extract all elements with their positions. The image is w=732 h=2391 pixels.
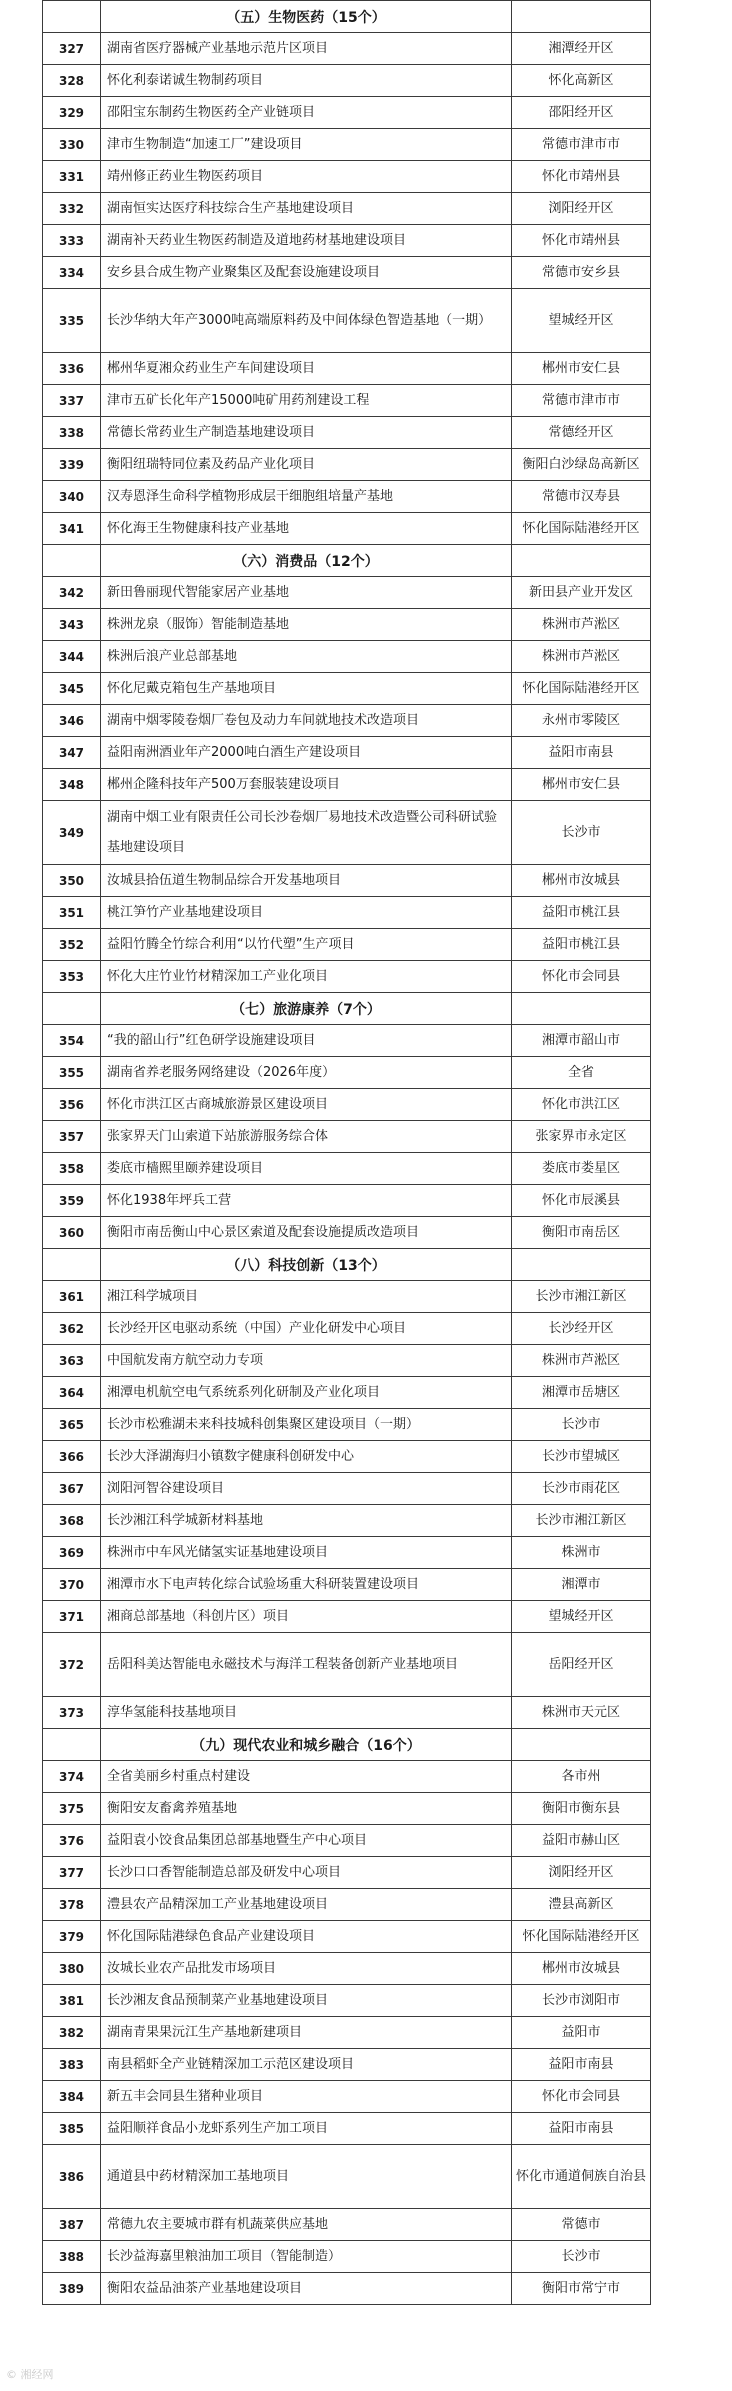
project-name: 中国航发南方航空动力专项	[101, 1345, 512, 1377]
table-row	[43, 2113, 651, 2145]
row-number: 327	[43, 33, 101, 65]
project-location: 长沙市湘江新区	[512, 1505, 651, 1537]
project-name: 湖南省养老服务网络建设（2026年度）	[101, 1057, 512, 1089]
row-number: 348	[43, 769, 101, 801]
project-location: 长沙市浏阳市	[512, 1985, 651, 2017]
project-location: 长沙市湘江新区	[512, 1281, 651, 1313]
table-row	[43, 129, 651, 161]
project-location: 益阳市	[512, 2017, 651, 2049]
project-location: 湘潭市	[512, 1569, 651, 1601]
project-name: 衡阳纽瑞特同位素及药品产业化项目	[101, 449, 512, 481]
row-number: 338	[43, 417, 101, 449]
table-row	[43, 1185, 651, 1217]
project-name: 常德九农主要城市群有机蔬菜供应基地	[101, 2209, 512, 2241]
row-number: 357	[43, 1121, 101, 1153]
table-row	[43, 1121, 651, 1153]
row-number: 360	[43, 1217, 101, 1249]
project-location: 浏阳经开区	[512, 193, 651, 225]
section-title: （六）消费品（12个）	[101, 545, 512, 577]
project-name: 新五丰会同县生猪种业项目	[101, 2081, 512, 2113]
section-blank-cell	[43, 993, 101, 1025]
row-number: 355	[43, 1057, 101, 1089]
project-name: 衡阳农益品油茶产业基地建设项目	[101, 2273, 512, 2305]
table-row	[43, 1441, 651, 1473]
project-location: 衡阳市南岳区	[512, 1217, 651, 1249]
project-name: 怀化大庄竹业竹材精深加工产业化项目	[101, 961, 512, 993]
row-number: 361	[43, 1281, 101, 1313]
row-number: 389	[43, 2273, 101, 2305]
project-name: 长沙湘友食品预制菜产业基地建设项目	[101, 1985, 512, 2017]
table-row	[43, 33, 651, 65]
project-name: 桃江笋竹产业基地建设项目	[101, 897, 512, 929]
row-number: 331	[43, 161, 101, 193]
row-number: 363	[43, 1345, 101, 1377]
row-number: 368	[43, 1505, 101, 1537]
project-name: 株洲后浪产业总部基地	[101, 641, 512, 673]
project-location: 常德经开区	[512, 417, 651, 449]
project-location: 衡阳市常宁市	[512, 2273, 651, 2305]
table-row	[43, 1089, 651, 1121]
project-name: 郴州企隆科技年产500万套服装建设项目	[101, 769, 512, 801]
table-row	[43, 1889, 651, 1921]
table-row	[43, 2081, 651, 2113]
row-number: 383	[43, 2049, 101, 2081]
project-name: 长沙华纳大年产3000吨高端原料药及中间体绿色智造基地（一期）	[101, 289, 512, 353]
project-name: 汝城长业农产品批发市场项目	[101, 1953, 512, 1985]
row-number: 334	[43, 257, 101, 289]
project-name: 淳华氢能科技基地项目	[101, 1697, 512, 1729]
row-number: 378	[43, 1889, 101, 1921]
project-location: 怀化市靖州县	[512, 161, 651, 193]
row-number: 342	[43, 577, 101, 609]
row-number: 381	[43, 1985, 101, 2017]
table-row	[43, 1985, 651, 2017]
table-row	[43, 577, 651, 609]
project-location: 益阳市南县	[512, 2113, 651, 2145]
table-row	[43, 865, 651, 897]
project-name: 澧县农产品精深加工产业基地建设项目	[101, 1889, 512, 1921]
project-name: 怀化尼戴克箱包生产基地项目	[101, 673, 512, 705]
project-table	[42, 0, 651, 2305]
table-row	[43, 1601, 651, 1633]
row-number: 339	[43, 449, 101, 481]
row-number: 346	[43, 705, 101, 737]
project-location: 长沙经开区	[512, 1313, 651, 1345]
row-number: 349	[43, 801, 101, 865]
section-blank-cell	[43, 1729, 101, 1761]
row-number: 328	[43, 65, 101, 97]
table-row	[43, 1633, 651, 1697]
project-name: 湖南中烟零陵卷烟厂卷包及动力车间就地技术改造项目	[101, 705, 512, 737]
project-location: 益阳市南县	[512, 737, 651, 769]
project-location: 湘潭经开区	[512, 33, 651, 65]
row-number: 336	[43, 353, 101, 385]
project-location: 长沙市雨花区	[512, 1473, 651, 1505]
section-title: （五）生物医药（15个）	[101, 1, 512, 33]
project-location: 衡阳市衡东县	[512, 1793, 651, 1825]
table-row	[43, 673, 651, 705]
project-name: 湖南省医疗器械产业基地示范片区项目	[101, 33, 512, 65]
row-number: 371	[43, 1601, 101, 1633]
project-name: 岳阳科美达智能电永磁技术与海洋工程装备创新产业基地项目	[101, 1633, 512, 1697]
table-row	[43, 1537, 651, 1569]
row-number: 351	[43, 897, 101, 929]
project-location: 永州市零陵区	[512, 705, 651, 737]
section-title: （九）现代农业和城乡融合（16个）	[101, 1729, 512, 1761]
project-location: 常德市安乡县	[512, 257, 651, 289]
row-number: 380	[43, 1953, 101, 1985]
section-header-row	[43, 1249, 651, 1281]
table-row	[43, 769, 651, 801]
table-row	[43, 417, 651, 449]
table-row	[43, 1505, 651, 1537]
table-row	[43, 961, 651, 993]
project-name: 湘潭市水下电声转化综合试验场重大科研装置建设项目	[101, 1569, 512, 1601]
project-location: 怀化市靖州县	[512, 225, 651, 257]
project-name: 娄底市樯熙里颐养建设项目	[101, 1153, 512, 1185]
section-header-row	[43, 1, 651, 33]
project-name: 怀化海王生物健康科技产业基地	[101, 513, 512, 545]
table-row	[43, 193, 651, 225]
project-location: 株洲市天元区	[512, 1697, 651, 1729]
table-row	[43, 801, 651, 865]
row-number: 366	[43, 1441, 101, 1473]
section-blank-cell	[43, 1, 101, 33]
project-location: 怀化国际陆港经开区	[512, 673, 651, 705]
row-number: 384	[43, 2081, 101, 2113]
table-row	[43, 1217, 651, 1249]
table-row	[43, 1345, 651, 1377]
project-location: 郴州市汝城县	[512, 1953, 651, 1985]
project-name: 靖州修正药业生物医药项目	[101, 161, 512, 193]
project-name: 邵阳宝东制药生物医药全产业链项目	[101, 97, 512, 129]
table-row	[43, 449, 651, 481]
project-name: 湘商总部基地（科创片区）项目	[101, 1601, 512, 1633]
row-number: 370	[43, 1569, 101, 1601]
project-location: 益阳市桃江县	[512, 929, 651, 961]
project-location: 怀化国际陆港经开区	[512, 513, 651, 545]
project-name: 怀化1938年坪兵工营	[101, 1185, 512, 1217]
section-blank-cell	[512, 545, 651, 577]
row-number: 347	[43, 737, 101, 769]
project-location: 各市州	[512, 1761, 651, 1793]
table-row	[43, 97, 651, 129]
project-name: 益阳竹腾全竹综合利用“以竹代塑”生产项目	[101, 929, 512, 961]
section-title: （八）科技创新（13个）	[101, 1249, 512, 1281]
project-name: 常德长常药业生产制造基地建设项目	[101, 417, 512, 449]
project-location: 常德市汉寿县	[512, 481, 651, 513]
row-number: 375	[43, 1793, 101, 1825]
row-number: 337	[43, 385, 101, 417]
project-name: 衡阳市南岳衡山中心景区索道及配套设施提质改造项目	[101, 1217, 512, 1249]
row-number: 330	[43, 129, 101, 161]
table-row	[43, 1409, 651, 1441]
project-name: 长沙湘江科学城新材料基地	[101, 1505, 512, 1537]
project-location: 怀化高新区	[512, 65, 651, 97]
project-name: 长沙市松雅湖未来科技城科创集聚区建设项目（一期）	[101, 1409, 512, 1441]
section-header-row	[43, 1729, 651, 1761]
project-location: 怀化市洪江区	[512, 1089, 651, 1121]
table-row	[43, 1953, 651, 1985]
row-number: 369	[43, 1537, 101, 1569]
table-row	[43, 2049, 651, 2081]
project-location: 长沙市	[512, 1409, 651, 1441]
project-name: 湖南青果果沅江生产基地新建项目	[101, 2017, 512, 2049]
project-name: 南县稻虾全产业链精深加工示范区建设项目	[101, 2049, 512, 2081]
project-name: 益阳南洲酒业年产2000吨白酒生产建设项目	[101, 737, 512, 769]
project-name: 怀化市洪江区古商城旅游景区建设项目	[101, 1089, 512, 1121]
project-location: 长沙市	[512, 801, 651, 865]
row-number: 340	[43, 481, 101, 513]
project-location: 娄底市娄星区	[512, 1153, 651, 1185]
project-name: 通道县中药材精深加工基地项目	[101, 2145, 512, 2209]
project-location: 澧县高新区	[512, 1889, 651, 1921]
project-location: 常德市	[512, 2209, 651, 2241]
project-name: 益阳袁小饺食品集团总部基地暨生产中心项目	[101, 1825, 512, 1857]
project-name: 长沙经开区电驱动系统（中国）产业化研发中心项目	[101, 1313, 512, 1345]
table-row	[43, 641, 651, 673]
section-blank-cell	[512, 1729, 651, 1761]
table-row	[43, 1473, 651, 1505]
table-row	[43, 1281, 651, 1313]
project-name: 湘江科学城项目	[101, 1281, 512, 1313]
project-location: 株洲市芦淞区	[512, 1345, 651, 1377]
row-number: 373	[43, 1697, 101, 1729]
project-location: 望城经开区	[512, 1601, 651, 1633]
table-row	[43, 609, 651, 641]
project-name: 株洲市中车风光储氢实证基地建设项目	[101, 1537, 512, 1569]
project-location: 常德市津市市	[512, 385, 651, 417]
row-number: 353	[43, 961, 101, 993]
row-number: 365	[43, 1409, 101, 1441]
table-row	[43, 481, 651, 513]
project-name: 新田鲁丽现代智能家居产业基地	[101, 577, 512, 609]
project-table-body	[43, 1, 651, 2305]
row-number: 372	[43, 1633, 101, 1697]
row-number: 379	[43, 1921, 101, 1953]
table-row	[43, 2241, 651, 2273]
table-row	[43, 161, 651, 193]
section-blank-cell	[512, 1249, 651, 1281]
project-name: 张家界天门山索道下站旅游服务综合体	[101, 1121, 512, 1153]
table-row	[43, 897, 651, 929]
project-location: 怀化国际陆港经开区	[512, 1921, 651, 1953]
project-location: 衡阳白沙绿岛高新区	[512, 449, 651, 481]
table-row	[43, 1153, 651, 1185]
project-location: 全省	[512, 1057, 651, 1089]
table-row	[43, 705, 651, 737]
table-row	[43, 2145, 651, 2209]
row-number: 350	[43, 865, 101, 897]
project-location: 湘潭市岳塘区	[512, 1377, 651, 1409]
project-name: 怀化利泰诺诚生物制药项目	[101, 65, 512, 97]
project-location: 株洲市芦淞区	[512, 641, 651, 673]
project-location: 怀化市辰溪县	[512, 1185, 651, 1217]
project-name: 湖南中烟工业有限责任公司长沙卷烟厂易地技术改造暨公司科研试验基地建设项目	[101, 801, 512, 865]
project-location: 益阳市南县	[512, 2049, 651, 2081]
table-row	[43, 513, 651, 545]
project-location: 株洲市芦淞区	[512, 609, 651, 641]
project-name: 郴州华夏湘众药业生产车间建设项目	[101, 353, 512, 385]
row-number: 386	[43, 2145, 101, 2209]
project-name: 津市五矿长化年产15000吨矿用药剂建设工程	[101, 385, 512, 417]
row-number: 333	[43, 225, 101, 257]
row-number: 329	[43, 97, 101, 129]
project-location: 郴州市安仁县	[512, 769, 651, 801]
project-name: 长沙益海嘉里粮油加工项目（智能制造）	[101, 2241, 512, 2273]
table-row	[43, 1377, 651, 1409]
table-row	[43, 1825, 651, 1857]
table-row	[43, 737, 651, 769]
row-number: 335	[43, 289, 101, 353]
project-location: 长沙市望城区	[512, 1441, 651, 1473]
project-name: 津市生物制造“加速工厂”建设项目	[101, 129, 512, 161]
row-number: 385	[43, 2113, 101, 2145]
project-name: 安乡县合成生物产业聚集区及配套设施建设项目	[101, 257, 512, 289]
project-name: 湖南恒实达医疗科技综合生产基地建设项目	[101, 193, 512, 225]
row-number: 341	[43, 513, 101, 545]
project-location: 湘潭市韶山市	[512, 1025, 651, 1057]
project-location: 新田县产业开发区	[512, 577, 651, 609]
row-number: 344	[43, 641, 101, 673]
project-name: 怀化国际陆港绿色食品产业建设项目	[101, 1921, 512, 1953]
table-row	[43, 929, 651, 961]
project-name: 全省美丽乡村重点村建设	[101, 1761, 512, 1793]
row-number: 359	[43, 1185, 101, 1217]
table-row	[43, 1313, 651, 1345]
row-number: 345	[43, 673, 101, 705]
project-location: 张家界市永定区	[512, 1121, 651, 1153]
row-number: 356	[43, 1089, 101, 1121]
table-row	[43, 385, 651, 417]
row-number: 374	[43, 1761, 101, 1793]
row-number: 332	[43, 193, 101, 225]
table-row	[43, 1697, 651, 1729]
row-number: 362	[43, 1313, 101, 1345]
project-location: 怀化市会同县	[512, 2081, 651, 2113]
row-number: 343	[43, 609, 101, 641]
table-row	[43, 1857, 651, 1889]
project-location: 望城经开区	[512, 289, 651, 353]
project-name: 湖南补天药业生物医药制造及道地药材基地建设项目	[101, 225, 512, 257]
table-row	[43, 1793, 651, 1825]
project-location: 郴州市汝城县	[512, 865, 651, 897]
watermark: © 湘经网	[6, 2368, 54, 2381]
project-location: 常德市津市市	[512, 129, 651, 161]
table-row	[43, 1761, 651, 1793]
table-row	[43, 65, 651, 97]
table-row	[43, 257, 651, 289]
table-row	[43, 289, 651, 353]
project-location: 浏阳经开区	[512, 1857, 651, 1889]
section-blank-cell	[512, 993, 651, 1025]
table-row	[43, 1057, 651, 1089]
project-name: 湘潭电机航空电气系统系列化研制及产业化项目	[101, 1377, 512, 1409]
project-location: 岳阳经开区	[512, 1633, 651, 1697]
table-row	[43, 1025, 651, 1057]
section-title: （七）旅游康养（7个）	[101, 993, 512, 1025]
row-number: 382	[43, 2017, 101, 2049]
project-location: 株洲市	[512, 1537, 651, 1569]
project-location: 长沙市	[512, 2241, 651, 2273]
table-row	[43, 1569, 651, 1601]
project-location: 邵阳经开区	[512, 97, 651, 129]
table-row	[43, 2209, 651, 2241]
project-name: 衡阳安友畜禽养殖基地	[101, 1793, 512, 1825]
table-row	[43, 353, 651, 385]
row-number: 387	[43, 2209, 101, 2241]
row-number: 367	[43, 1473, 101, 1505]
project-location: 益阳市桃江县	[512, 897, 651, 929]
project-name: 汉寿恩泽生命科学植物形成层干细胞组培量产基地	[101, 481, 512, 513]
project-name: 浏阳河智谷建设项目	[101, 1473, 512, 1505]
row-number: 352	[43, 929, 101, 961]
table-row	[43, 225, 651, 257]
row-number: 376	[43, 1825, 101, 1857]
section-blank-cell	[43, 545, 101, 577]
section-blank-cell	[43, 1249, 101, 1281]
project-name: 益阳顺祥食品小龙虾系列生产加工项目	[101, 2113, 512, 2145]
row-number: 358	[43, 1153, 101, 1185]
table-row	[43, 2273, 651, 2305]
project-name: 株洲龙泉（服饰）智能制造基地	[101, 609, 512, 641]
project-location: 怀化市通道侗族自治县	[512, 2145, 651, 2209]
row-number: 354	[43, 1025, 101, 1057]
section-header-row	[43, 545, 651, 577]
project-name: 长沙大泽湖海归小镇数字健康科创研发中心	[101, 1441, 512, 1473]
project-name: 长沙口口香智能制造总部及研发中心项目	[101, 1857, 512, 1889]
project-name: 汝城县拾伍道生物制品综合开发基地项目	[101, 865, 512, 897]
section-header-row	[43, 993, 651, 1025]
project-location: 郴州市安仁县	[512, 353, 651, 385]
row-number: 388	[43, 2241, 101, 2273]
project-name: “我的韶山行”红色研学设施建设项目	[101, 1025, 512, 1057]
row-number: 377	[43, 1857, 101, 1889]
project-location: 益阳市赫山区	[512, 1825, 651, 1857]
project-location: 怀化市会同县	[512, 961, 651, 993]
table-row	[43, 1921, 651, 1953]
row-number: 364	[43, 1377, 101, 1409]
section-blank-cell	[512, 1, 651, 33]
table-row	[43, 2017, 651, 2049]
